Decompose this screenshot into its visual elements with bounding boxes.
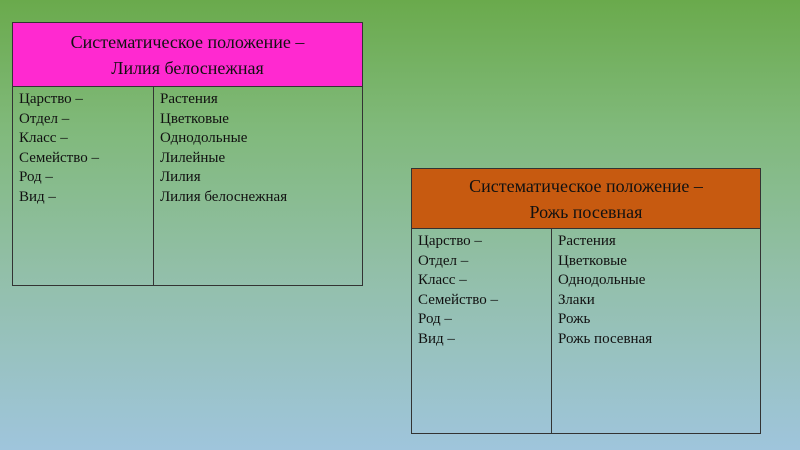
rank-column: [412, 229, 552, 433]
value-species: Лилия белоснежная: [160, 188, 288, 205]
value-family: Злаки: [558, 291, 595, 308]
value-kingdom: Растения: [160, 91, 218, 107]
value-family: Лилейные: [160, 149, 226, 166]
rank-division: Отдел –: [418, 252, 469, 269]
rank-genus: Род –: [19, 169, 53, 185]
value-genus: Лилия: [160, 169, 201, 185]
lily-taxonomy-table: [12, 22, 363, 286]
rye-taxonomy-table: [411, 168, 761, 434]
table-title-line1: Систематическое положение –: [469, 175, 703, 196]
rank-column: [13, 87, 154, 285]
value-column: [154, 87, 362, 285]
table-header: [412, 169, 760, 229]
table-body: [13, 87, 362, 285]
rank-family: Семейство –: [418, 291, 498, 308]
table-title-line1: Систематическое положение –: [70, 31, 305, 52]
rank-kingdom: Царство –: [19, 91, 83, 107]
value-class: Однодольные: [558, 272, 646, 288]
table-title-line2: Рожь посевная: [529, 201, 643, 222]
rank-species: Вид –: [19, 188, 56, 205]
rank-genus: Род –: [418, 311, 452, 327]
value-species: Рожь посевная: [558, 330, 653, 347]
value-kingdom: Растения: [558, 233, 616, 249]
rank-species: Вид –: [418, 330, 455, 347]
table-body: [412, 229, 760, 433]
value-division: Цветковые: [160, 110, 229, 127]
value-class: Однодольные: [160, 130, 248, 146]
rank-kingdom: Царство –: [418, 233, 482, 249]
value-division: Цветковые: [558, 252, 627, 269]
value-genus: Рожь: [558, 311, 591, 327]
rank-class: Класс –: [19, 130, 68, 146]
table-title-line2: Лилия белоснежная: [111, 57, 264, 78]
rank-class: Класс –: [418, 272, 467, 288]
rank-division: Отдел –: [19, 110, 70, 127]
value-column: [552, 229, 760, 433]
rank-family: Семейство –: [19, 149, 99, 166]
table-header: [13, 23, 362, 87]
